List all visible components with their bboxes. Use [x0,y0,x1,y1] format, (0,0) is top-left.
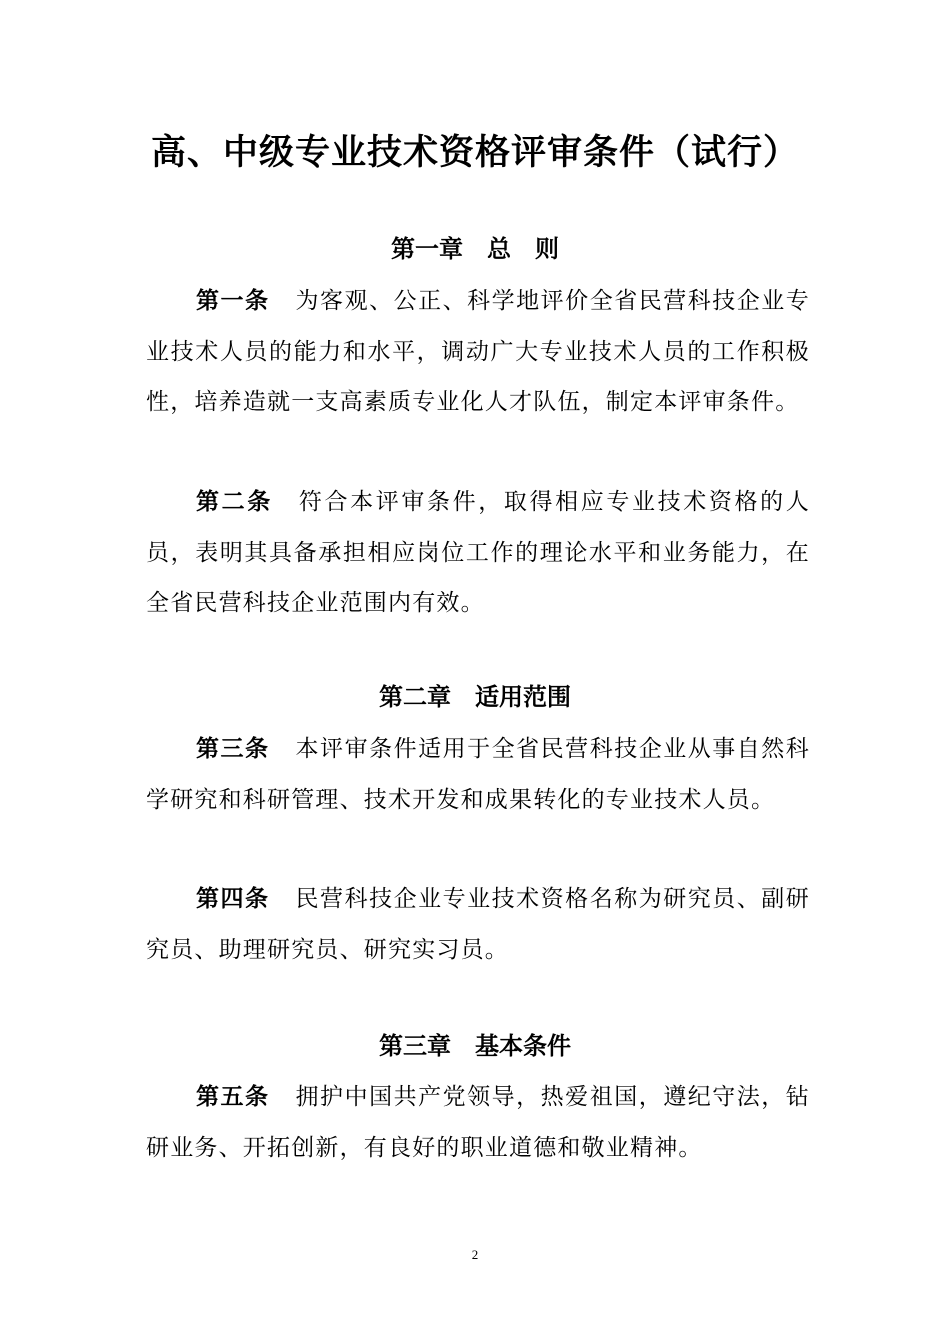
chapter-heading-2: 第二章 适用范围 [379,683,571,711]
article-number: 第三条 [196,736,270,762]
article-4 [146,874,810,975]
chapter-heading-1: 第一章 总 则 [391,235,559,263]
page-number: 2 [471,1247,479,1262]
article-text: 拥护中国共产党领导，热爱祖国，遵纪守法，钻研业务、开拓创新，有良好的职业道德和敬业精神。 [146,1084,810,1161]
article-text: 民营科技企业专业技术资格名称为研究员、副研究员、助理研究员、研究实习员。 [146,886,810,963]
article-2 [146,477,810,629]
article-number: 第二条 [196,489,273,515]
article-5 [146,1072,810,1173]
article-text: 符合本评审条件，取得相应专业技术资格的人员，表明其具备承担相应岗位工作的理论水平和业务能力，在全省民营科技企业范围内有效。 [146,489,811,616]
article-text: 为客观、公正、科学地评价全省民营科技企业专业技术人员的能力和水平，调动广大专业技术人员的工作积极性，培养造就一支高素质专业化人才队伍，制定本评审条件。 [146,288,810,415]
article-1 [146,276,810,428]
document-title: 高、中级专业技术资格评审条件（试行） [150,132,799,173]
article-number: 第四条 [196,886,270,912]
chapter-heading-3: 第三章 基本条件 [379,1032,571,1060]
article-text: 本评审条件适用于全省民营科技企业从事自然科学研究和科研管理、技术开发和成果转化的专业技术人员。 [146,736,810,813]
article-3 [146,724,810,825]
article-number: 第五条 [196,1084,270,1110]
article-number: 第一条 [196,288,270,314]
